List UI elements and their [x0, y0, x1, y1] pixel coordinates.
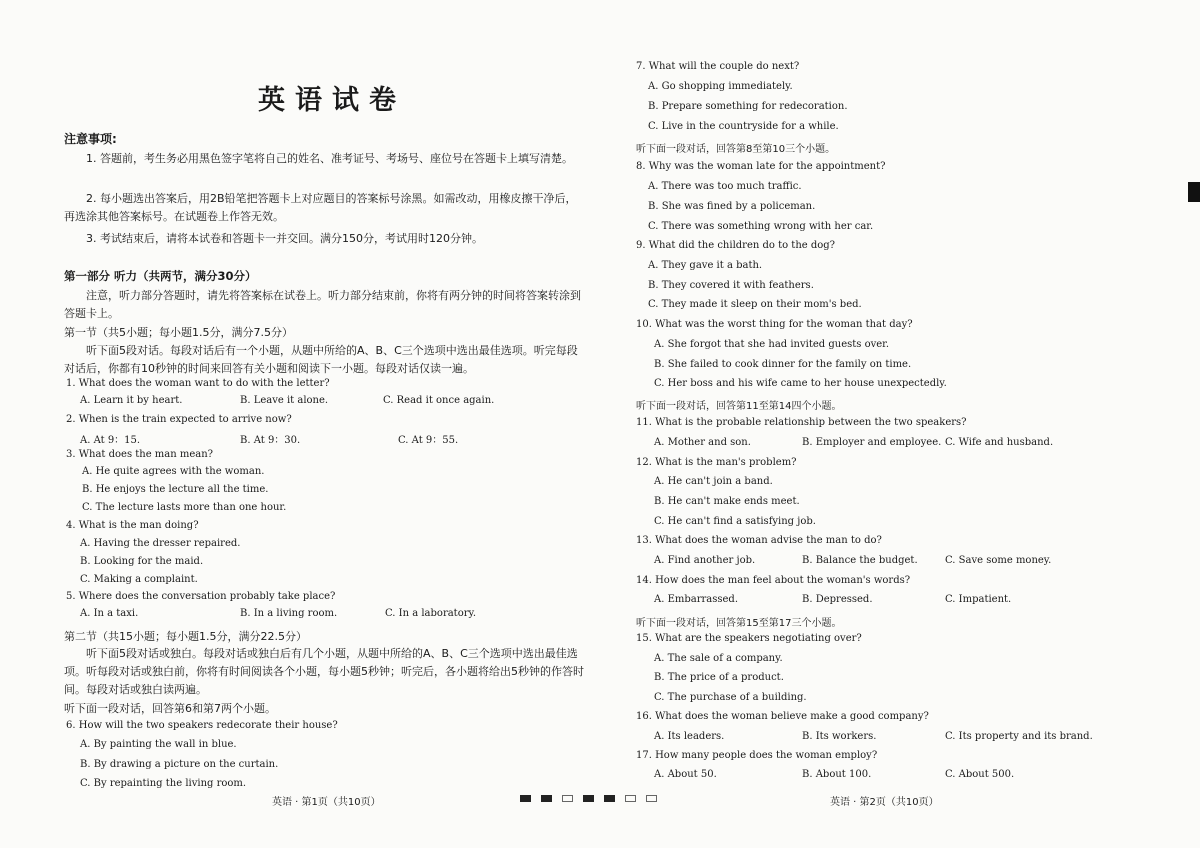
page-footer-right: 英语 · 第2页（共10页）	[830, 797, 939, 808]
question-8: 8. Why was the woman late for the appointment?	[636, 161, 886, 172]
q17-option-b: B. About 100.	[802, 769, 872, 780]
section2-title: 第二节（共15小题；每小题1.5分，满分22.5分）	[64, 630, 307, 643]
question-6: 6. How will the two speakers redecorate their house?	[66, 720, 338, 731]
question-11: 11. What is the probable relationship between the two speakers?	[636, 417, 967, 428]
question-10: 10. What was the worst thing for the woman that day?	[636, 319, 913, 330]
q12-option-a: A. He can't join a band.	[654, 476, 773, 487]
q2-option-c: C. At 9：55.	[398, 435, 459, 446]
section2-note: 听下面5段对话或独白。每段对话或独白后有几个小题，从题中所给的A、B、C三个选项中选出最佳选项。听每段对话或独白前，你将有时间阅读各个小题，每小题5秒钟；听完后，各小题将给出5秒钟的作答时间。每段对话或独白读两遍。	[64, 647, 584, 696]
q12-option-b: B. He can't make ends meet.	[654, 496, 800, 507]
q4-option-b: B. Looking for the maid.	[80, 556, 204, 567]
q13-option-a: A. Find another job.	[654, 555, 756, 566]
q17-option-a: A. About 50.	[654, 769, 717, 780]
q6-option-c: C. By repainting the living room.	[80, 778, 247, 789]
q7-option-a: A. Go shopping immediately.	[648, 81, 793, 92]
q14-option-c: C. Impatient.	[945, 594, 1012, 605]
q14-option-b: B. Depressed.	[802, 594, 873, 605]
page-marker	[583, 795, 594, 802]
page-marker	[541, 795, 552, 802]
question-5: 5. Where does the conversation probably take place?	[66, 591, 336, 602]
page-title: 英语试卷	[258, 85, 406, 116]
q13-option-b: B. Balance the budget.	[802, 555, 918, 566]
notice-item-3: 3. 考试结束后，请将本试卷和答题卡一并交回。满分150分，考试用时120分钟。	[86, 232, 483, 245]
q8-option-b: B. She was fined by a policeman.	[648, 201, 816, 212]
section1-note: 听下面5段对话。每段对话后有一个小题，从题中所给的A、B、C三个选项中选出最佳选项。听完每段对话后，你都有10秒钟的时间来回答有关小题和阅读下一小题。每段对话仅读一遍。	[64, 344, 578, 375]
notice-item-2: 2. 每小题选出答案后，用2B铅笔把答题卡上对应题目的答案标号涂黑。如需改动，用橡皮擦干净后，再选涂其他答案标号。在试题卷上作答无效。	[64, 192, 577, 223]
q11-option-a: A. Mother and son.	[654, 437, 751, 448]
q15-option-b: B. The price of a product.	[654, 672, 784, 683]
q16-option-a: A. Its leaders.	[654, 731, 725, 742]
section1-title: 第一节（共5小题；每小题1.5分，满分7.5分）	[64, 326, 293, 339]
edge-marker	[1188, 182, 1200, 202]
q16-option-c: C. Its property and its brand.	[945, 731, 1093, 742]
q8-option-c: C. There was something wrong with her car.	[648, 221, 874, 232]
q2-option-a: A. At 9：15.	[80, 435, 141, 446]
page-footer-left: 英语 · 第1页（共10页）	[272, 797, 381, 808]
part1-title: 第一部分 听力（共两节，满分30分）	[64, 269, 257, 283]
q9-option-b: B. They covered it with feathers.	[648, 280, 814, 291]
question-14: 14. How does the man feel about the woman's words?	[636, 575, 911, 586]
question-1: 1. What does the woman want to do with the letter?	[66, 378, 330, 389]
q11-option-b: B. Employer and employee.	[802, 437, 942, 448]
part1-note: 注意，听力部分答题时，请先将答案标在试卷上。听力部分结束前，你将有两分钟的时间将答案转涂到答题卡上。	[64, 289, 581, 320]
page-marker	[562, 795, 573, 802]
q1-option-c: C. Read it once again.	[383, 395, 495, 406]
q1-option-a: A. Learn it by heart.	[80, 395, 183, 406]
q10-option-a: A. She forgot that she had invited guests over.	[654, 339, 890, 350]
q11-option-c: C. Wife and husband.	[945, 437, 1054, 448]
question-3: 3. What does the man mean?	[66, 449, 214, 460]
q16-option-b: B. Its workers.	[802, 731, 877, 742]
question-17: 17. How many people does the woman employ?	[636, 750, 878, 761]
page-marker	[520, 795, 531, 802]
q3-option-c: C. The lecture lasts more than one hour.	[82, 502, 287, 513]
q1-option-b: B. Leave it alone.	[240, 395, 329, 406]
q6-option-b: B. By drawing a picture on the curtain.	[80, 759, 279, 770]
q12-option-c: C. He can't find a satisfying job.	[654, 516, 816, 527]
q6-option-a: A. By painting the wall in blue.	[80, 739, 237, 750]
q5-option-a: A. In a taxi.	[80, 608, 139, 619]
notice-title: 注意事项:	[64, 132, 117, 146]
q4-option-a: A. Having the dresser repaired.	[80, 538, 241, 549]
q7-option-c: C. Live in the countryside for a while.	[648, 121, 839, 132]
question-15: 15. What are the speakers negotiating over?	[636, 633, 862, 644]
question-16: 16. What does the woman believe make a good company?	[636, 711, 929, 722]
sub-8-10: 听下面一段对话，回答第8至第10三个小题。	[636, 144, 836, 155]
q3-option-a: A. He quite agrees with the woman.	[82, 466, 265, 477]
sub-15-17: 听下面一段对话，回答第15至第17三个小题。	[636, 618, 842, 629]
q15-option-a: A. The sale of a company.	[654, 653, 783, 664]
right-page	[600, 0, 1200, 848]
question-4: 4. What is the man doing?	[66, 520, 199, 531]
q13-option-c: C. Save some money.	[945, 555, 1052, 566]
q9-option-c: C. They made it sleep on their mom's bed.	[648, 299, 862, 310]
q15-option-c: C. The purchase of a building.	[654, 692, 807, 703]
q17-option-c: C. About 500.	[945, 769, 1015, 780]
q7-option-b: B. Prepare something for redecoration.	[648, 101, 848, 112]
q2-option-b: B. At 9：30.	[240, 435, 301, 446]
q10-option-b: B. She failed to cook dinner for the family on time.	[654, 359, 912, 370]
section2-sub: 听下面一段对话，回答第6和第7两个小题。	[64, 702, 276, 715]
notice-item-1: 1. 答题前，考生务必用黑色签字笔将自己的姓名、准考证号、考场号、座位号在答题卡上填写清楚。	[86, 152, 573, 165]
q10-option-c: C. Her boss and his wife came to her house unexpectedly.	[654, 378, 947, 389]
q4-option-c: C. Making a complaint.	[80, 574, 198, 585]
q5-option-b: B. In a living room.	[240, 608, 338, 619]
question-2: 2. When is the train expected to arrive now?	[66, 414, 292, 425]
q3-option-b: B. He enjoys the lecture all the time.	[82, 484, 269, 495]
question-9: 9. What did the children do to the dog?	[636, 240, 836, 251]
q14-option-a: A. Embarrassed.	[654, 594, 739, 605]
q9-option-a: A. They gave it a bath.	[648, 260, 763, 271]
q8-option-a: A. There was too much traffic.	[648, 181, 802, 192]
question-7: 7. What will the couple do next?	[636, 61, 800, 72]
q5-option-c: C. In a laboratory.	[385, 608, 477, 619]
question-13: 13. What does the woman advise the man to do?	[636, 535, 882, 546]
question-12: 12. What is the man's problem?	[636, 457, 797, 468]
sub-11-14: 听下面一段对话，回答第11至第14四个小题。	[636, 401, 842, 412]
